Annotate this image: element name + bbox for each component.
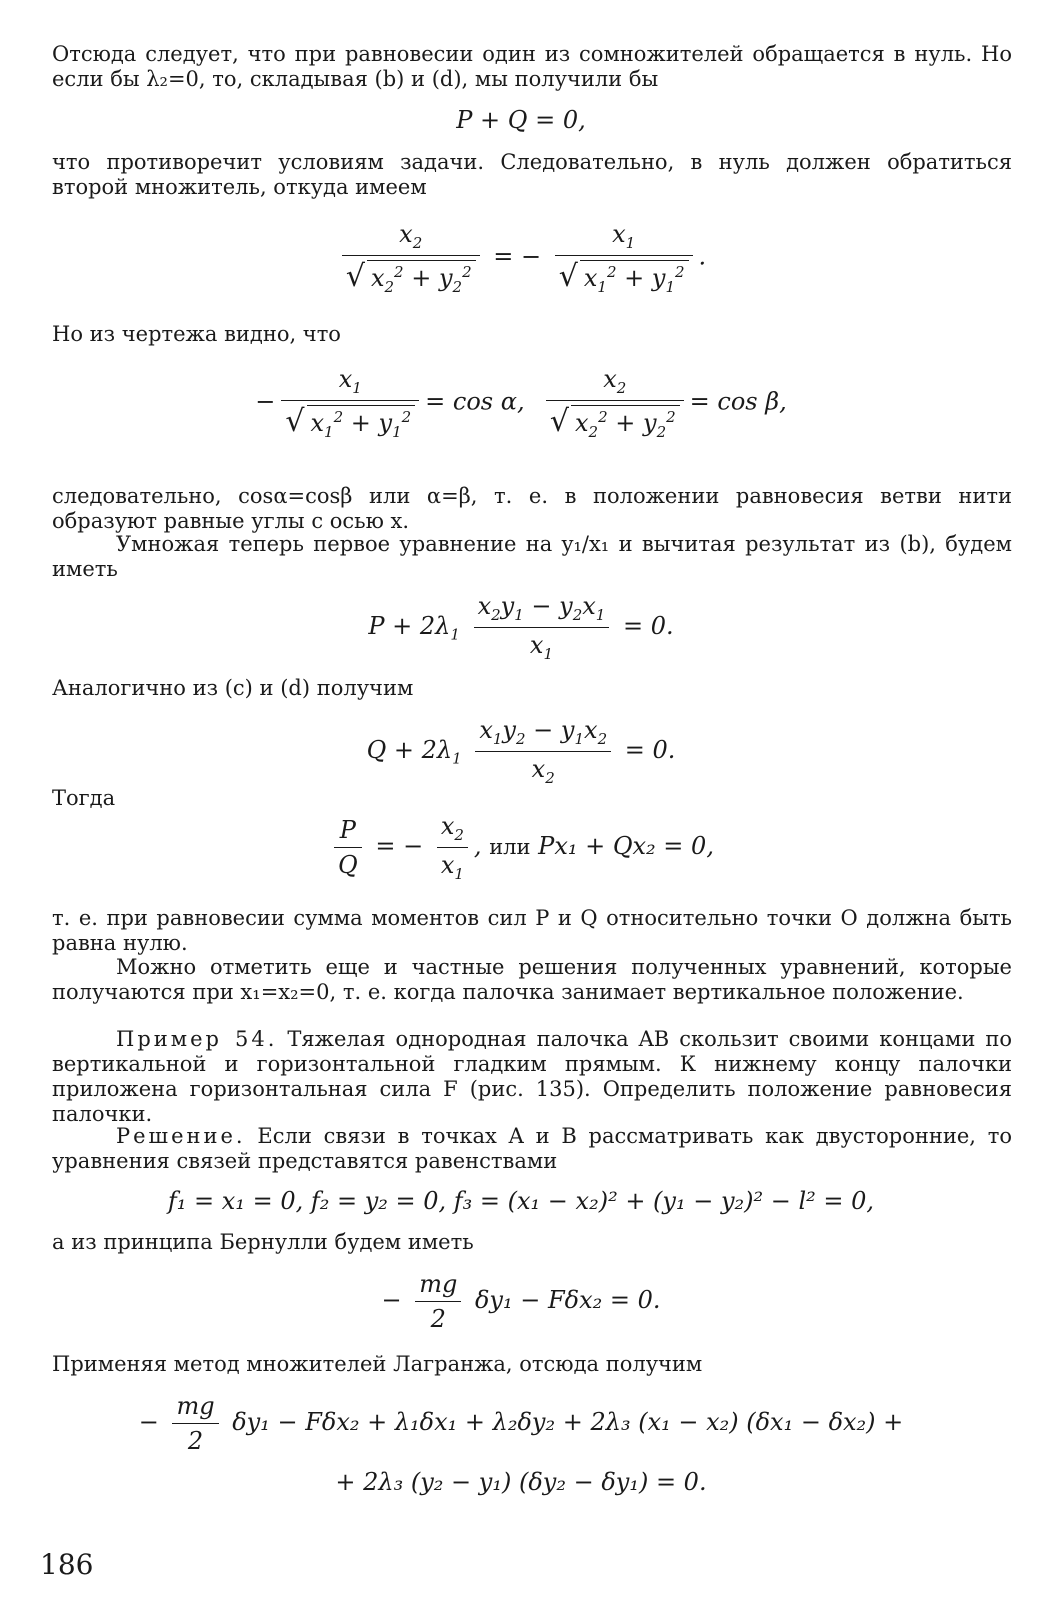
moments-sum: Px₁ + Qx₂ = 0, (538, 831, 714, 860)
equation-cos: − $\frac{x_1}{√ x_1^2 + y_1^2}$ = cos α, $\frac{x_2}{√ x_2^2 + y_2^2}$ = cos β, (255, 365, 787, 441)
paragraph-2: что противоречит условиям задачи. Следовательно, в нуль должен обратиться второй множитель, откуда имеем (52, 150, 1012, 199)
example-54-heading: Пример 54. (116, 1027, 278, 1051)
paragraph-7: Тогда (52, 786, 116, 810)
lagrange-1-rest: δy₁ − Fδx₂ + λ₁δx₁ + λ₂δy₂ + 2λ₃ (x₁ − x₂) (δx₁ − δx₂) + (232, 1408, 904, 1436)
solution-heading: Решение. (116, 1124, 246, 1148)
paragraph-5: Умножая теперь первое уравнение на y₁/x₁ и вычитая результат из (b), будем иметь (52, 532, 1012, 581)
paragraph-1: Отсюда следует, что при равновесии один из сомножителей обращается в нуль. Но если бы λ₂=0, то, складывая (b) и (d), мы получили бы (52, 42, 1012, 91)
cos-beta: = cos β, (689, 387, 787, 416)
paragraph-3: Но из чертежа видно, что (52, 322, 341, 346)
example-54 (52, 1027, 1012, 1127)
solution-text: Если связи в точках A и B рассматривать как двусторонние, то уравнения связей представятся равенствами (52, 1124, 1012, 1173)
paragraph-4: следовательно, cosα=cosβ или α=β, т. е. в положении равновесия ветви нити образуют равные углы с осью x. (52, 484, 1012, 533)
solution (52, 1124, 1012, 1174)
cos-alpha: = cos α, (425, 387, 525, 416)
equation-p-lambda: $P + 2\lambda_1$ $\frac{x_2y_1 - y_2x_1}{x_1}$ = 0. (368, 592, 674, 663)
word-or: или (489, 834, 531, 859)
equation-p-plus-q: P + Q = 0, (456, 106, 586, 134)
equation-constraints: f₁ = x₁ = 0, f₂ = y₂ = 0, f₃ = (x₁ − x₂)² + (y₁ − y₂)² − l² = 0, (167, 1187, 875, 1215)
paragraph-9: Можно отметить еще и частные решения полученных уравнений, которые получаются при x₁=x₂=0, т. е. когда палочка занимает вертикальное положение. (52, 955, 1012, 1004)
equation-q-lambda: $Q + 2\lambda_1$ $\frac{x_1y_2 - y_1x_2}{x_2}$ = 0. (366, 716, 676, 787)
equation-ratio: $\frac{x_2}{√ x_2^2 + y_2^2}$ = − $\frac{x_1}{√ x_1^2 + y_1^2}$ . (0, 220, 1042, 296)
example-54-text: Тяжелая однородная палочка AB скользит своими концами по вертикальной и горизонтальной гладким прямым. К нижнему концу палочки приложена горизонтальная сила F (рис. 135). Определить положение равновесия палочки. (52, 1027, 1012, 1126)
equation-bernoulli: − $\frac{mg}{2}$ δy₁ − Fδx₂ = 0. (381, 1270, 661, 1333)
equation-pq-ratio: $\frac{P}{Q}$ = − $\frac{x_2}{x_1}$ , или Px₁ + Qx₂ = 0, (0, 812, 1042, 883)
page-number: 186 (40, 1548, 94, 1581)
paragraph-13: Применяя метод множителей Лагранжа, отсюда получим (52, 1352, 703, 1376)
paragraph-8: т. е. при равновесии сумма моментов сил P и Q относительно точки O должна быть равна нулю. (52, 906, 1012, 955)
bernoulli-rest: δy₁ − Fδx₂ = 0. (474, 1286, 661, 1314)
paragraph-12: а из принципа Бернулли будем иметь (52, 1230, 474, 1254)
equation-lagrange-2: + 2λ₃ (y₂ − y₁) (δy₂ − δy₁) = 0. (335, 1468, 707, 1496)
paragraph-6: Аналогично из (c) и (d) получим (52, 676, 414, 700)
equation-lagrange-1: − $\frac{mg}{2}$ δy₁ − Fδx₂ + λ₁δx₁ + λ₂δy₂ + 2λ₃ (x₁ − x₂) (δx₁ − δx₂) + (138, 1392, 904, 1455)
